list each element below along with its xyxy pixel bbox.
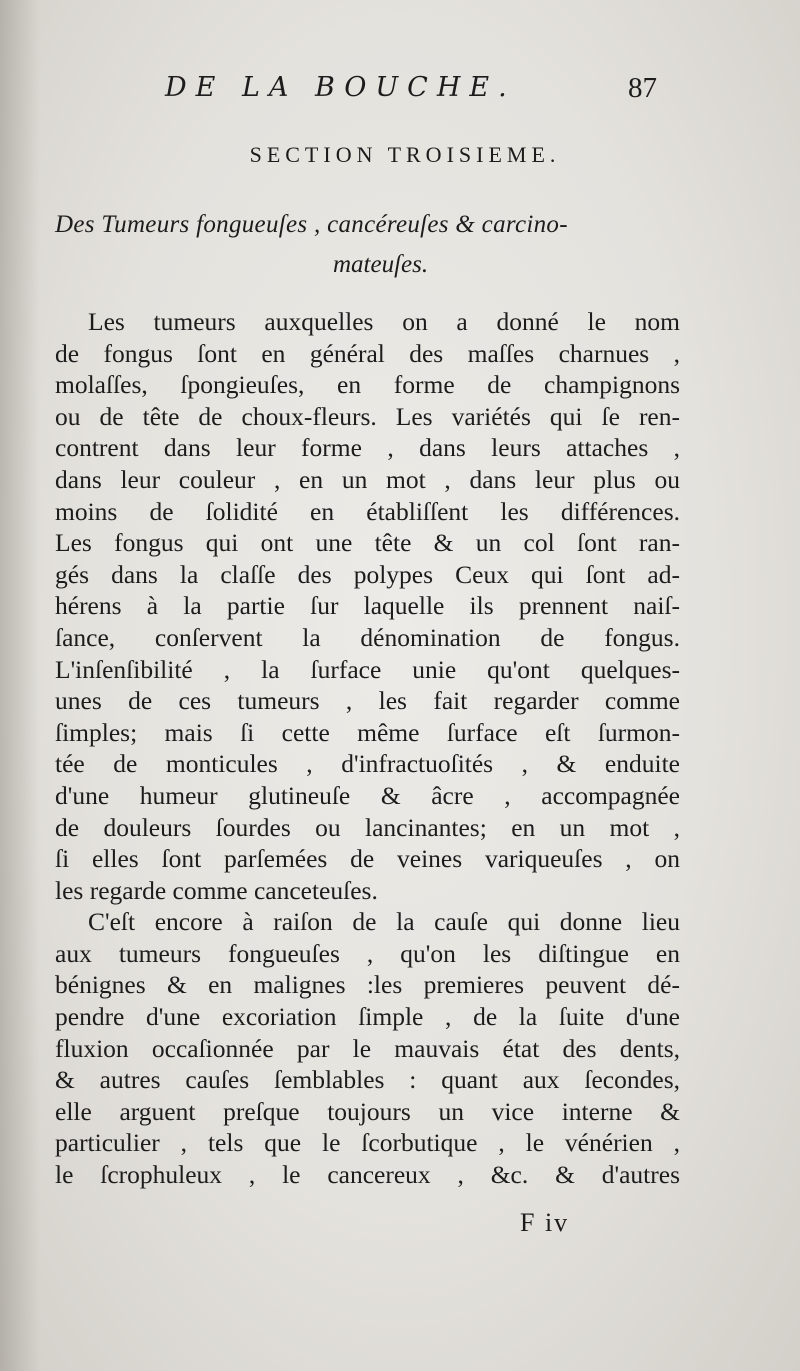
text-line: Les fongus qui ont une tête & un col ſont ran- [55,528,680,558]
page-header [0,72,800,112]
text-line: & autres cauſes ſemblables : quant aux ſecondes, [55,1065,680,1095]
text-line: aux tumeurs fongueuſes , qu'on les diſtingue en [55,938,680,968]
text-line: hérens à la partie ſur laquelle ils prennent naiſ- [55,591,680,621]
text-line: Les tumeurs auxquelles on a donné le nom [88,307,680,336]
text-line: bénignes & en malignes :les premieres peuvent dé- [55,970,680,1000]
text-line: ou de tête de choux-fleurs. Les variétés qui ſe ren- [55,401,680,431]
text-line: particulier , tels que le ſcorbutique , le vénérien , [55,1128,680,1158]
signature-mark: F iv [520,1208,570,1237]
text-line: unes de ces tumeurs , les fait regarder comme [55,686,680,716]
subtitle-line: mateuſes. [333,251,429,278]
subtitle-line: Des Tumeurs fongueuſes , cancéreuſes & carcino- [55,211,568,238]
text-line: elle arguent preſque toujours un vice interne & [55,1096,680,1126]
text-line: tée de monticules , d'infractuoſités , & enduite [55,749,680,779]
page-number: 87 [628,72,657,104]
text-line: gés dans la claſſe des polypes Ceux qui ſont ad- [55,559,680,589]
text-line: ſimples; mais ſi cette même ſurface eſt ſurmon- [55,717,680,747]
text-line: de douleurs ſourdes ou lancinantes; en un mot , [55,812,680,842]
text-line: contrent dans leur forme , dans leurs attaches , [55,433,680,463]
text-line: fluxion occaſionnée par le mauvais état des dents, [55,1033,680,1063]
text-line: de fongus ſont en général des maſſes charnues , [55,338,680,368]
text-line: ſance, conſervent la dénomination de fongus. [55,622,680,652]
running-head: DE LA BOUCHE. [165,72,516,103]
body-text [55,306,680,1191]
section-subtitle [55,205,755,285]
text-line: dans leur couleur , en un mot , dans leur plus ou [55,464,680,494]
text-line: ſi elles ſont parſemées de veines variqueuſes , on [55,844,680,874]
text-line: C'eſt encore à raiſon de la cauſe qui donne lieu [88,907,680,937]
text-line: L'inſenſibilité , la ſurface unie qu'ont quelques- [55,654,680,684]
text-line: d'une humeur glutineuſe & âcre , accompagnée [55,780,680,810]
text-line: moins de ſolidité en établiſſent les différences. [55,496,680,526]
paragraph-1 [55,306,680,906]
text-line: les regarde comme canceteuſes. [55,875,378,905]
section-title: SECTION TROISIEME. [249,142,561,167]
paragraph-2 [55,906,680,1190]
text-line: le ſcrophuleux , le cancereux , &c. & d'autres [55,1160,680,1190]
text-line: pendre d'une excoriation ſimple , de la ſuite d'une [55,1002,680,1032]
text-line: molaſſes, ſpongieuſes, en forme de champignons [55,370,680,400]
